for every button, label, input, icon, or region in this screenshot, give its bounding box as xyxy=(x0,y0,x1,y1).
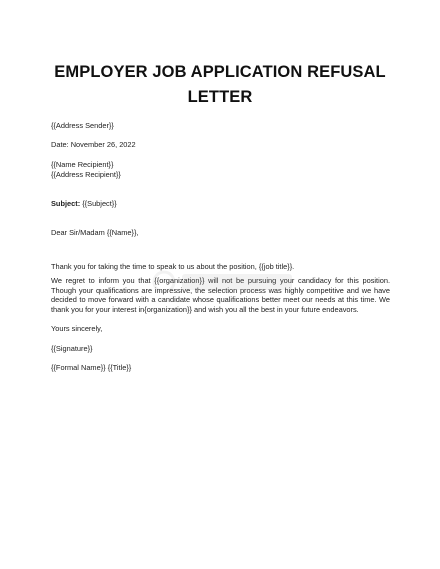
address-recipient: {{Address Recipient}} xyxy=(51,170,121,179)
subject-line xyxy=(51,199,117,209)
title-line-1: EMPLOYER JOB APPLICATION REFUSAL xyxy=(54,63,386,81)
paragraph-thanks: Thank you for taking the time to speak to us about the position, {{job title}}. xyxy=(51,262,295,271)
subject-label: Subject: xyxy=(51,199,81,208)
address-sender: {{Address Sender}} xyxy=(51,121,114,130)
page-title xyxy=(40,60,400,110)
name-recipient: {{Name Recipient}} xyxy=(51,160,114,169)
closing: Yours sincerely, xyxy=(51,324,103,333)
paragraph-regret: We regret to inform you that {{organization}} will not be pursuing your candidacy for this position. Though your qualifications are impressive, the selection process was highly competitive and we have decided to move forward with a candidate whose qualifications better meet our needs at this time. We thank you for your interest in{organization}} and wish you all the best in your future endeavors. xyxy=(51,276,390,314)
salutation: Dear Sir/Madam {{Name}}, xyxy=(51,228,139,237)
subject-value: {{Subject}} xyxy=(80,199,117,208)
title-line-2: LETTER xyxy=(187,88,253,106)
signature: {{Signature}} xyxy=(51,344,93,353)
formal-name-title: {{Formal Name}} {{Title}} xyxy=(51,363,132,372)
letter-date: Date: November 26, 2022 xyxy=(51,140,136,149)
